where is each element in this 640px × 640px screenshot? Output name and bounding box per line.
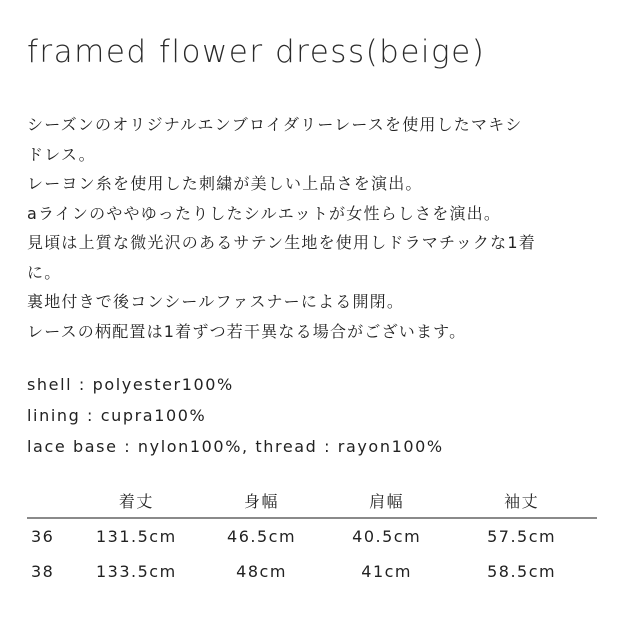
description-line: 裏地付きで後コンシールファスナーによる開閉。: [27, 292, 405, 311]
description-line: ドレス。: [27, 144, 96, 164]
material-shell: shell : polyester100%: [27, 375, 234, 394]
description-line: 見頃は上質な微光沢のあるサテン生地を使用しドラマチックな1着: [27, 233, 536, 252]
header-width: 身幅: [196, 484, 327, 518]
cell-width: 48cm: [236, 562, 287, 581]
description-line: に。: [27, 262, 62, 282]
cell-length: 131.5cm: [95, 527, 177, 546]
description-line: aラインのややゆったりしたシルエットが女性らしさを演出。: [27, 203, 502, 223]
cell-sleeve: 57.5cm: [487, 527, 557, 546]
size-table-header: [27, 484, 597, 518]
table-row: [27, 554, 597, 589]
material-lining: lining : cupra100%: [27, 406, 207, 425]
product-description: [27, 110, 627, 346]
size-label: 36: [31, 527, 55, 546]
material-composition: [27, 369, 444, 462]
description-line: レースの柄配置は1着ずつ若干異なる場合がございます。: [27, 321, 467, 341]
header-shoulder: 肩幅: [327, 484, 446, 518]
cell-sleeve: 58.5cm: [487, 562, 557, 581]
cell-shoulder: 41cm: [361, 562, 413, 581]
material-lace: lace base : nylon100%, thread : rayon100%: [27, 437, 444, 456]
header-size: [27, 484, 77, 518]
cell-shoulder: 40.5cm: [352, 527, 422, 546]
header-sleeve: 袖丈: [446, 484, 597, 518]
cell-length: 133.5cm: [95, 562, 177, 581]
header-length: 着丈: [77, 484, 196, 518]
size-label: 38: [31, 562, 55, 581]
size-table: [27, 484, 597, 589]
cell-width: 46.5cm: [227, 527, 297, 546]
table-row: [27, 518, 597, 554]
description-line: シーズンのオリジナルエンブロイダリーレースを使用したマキシ: [27, 115, 523, 134]
description-line: レーヨン糸を使用した刺繍が美しい上品さを演出。: [27, 174, 423, 193]
product-title: framed flower dress(beige): [27, 34, 486, 70]
